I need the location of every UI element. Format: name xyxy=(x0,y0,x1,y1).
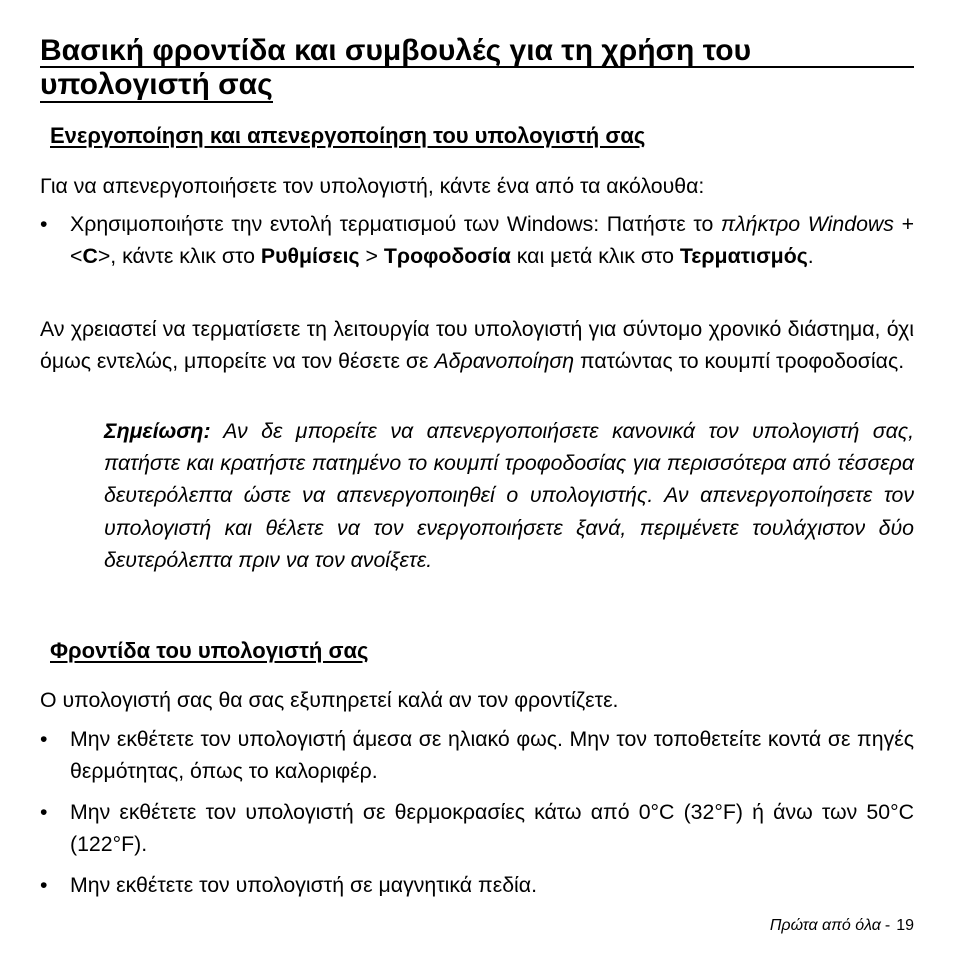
page-title-line-1: Βασική φροντίδα και συμβουλές για τη χρήση του xyxy=(40,34,914,68)
bullet-marker: • xyxy=(40,800,48,824)
c-key-term: C xyxy=(82,243,98,268)
text-run: >, κάντε κλικ στο xyxy=(97,243,261,268)
list-item-text: Μην εκθέτετε τον υπολογιστή σε θερμοκρασίες κάτω από 0°C (32°F) ή άνω των 50°C (122°F). xyxy=(70,800,914,856)
note-block xyxy=(104,415,914,576)
text-run: > xyxy=(359,243,384,268)
text-run: + < xyxy=(70,212,915,268)
page-footer xyxy=(770,917,914,935)
list-item-text xyxy=(70,209,914,272)
bullet-marker: • xyxy=(40,727,48,751)
footer-chapter-title: Πρώτα από όλα xyxy=(769,917,881,934)
section2-intro: Ο υπολογιστή σας θα σας εξυπηρετεί καλά αν τον φροντίζετε. xyxy=(40,688,619,712)
bullet-marker: • xyxy=(40,212,48,236)
bullet-marker: • xyxy=(40,873,48,897)
list-item-text: Μην εκθέτετε τον υπολογιστή άμεσα σε ηλιακό φως. Μην τον τοποθετείτε κοντά σε πηγές θερμότητας, όπως το καλοριφέρ. xyxy=(70,727,914,783)
page-number: 19 xyxy=(896,917,914,934)
text-run: πατώντας το κουμπί τροφοδοσίας. xyxy=(574,348,905,373)
list-item-text: Μην εκθέτετε τον υπολογιστή σε μαγνητικά πεδία. xyxy=(70,873,538,897)
settings-term: Ρυθμίσεις xyxy=(260,243,360,268)
note-label: Σημείωση: xyxy=(104,419,211,443)
section-heading-care: Φροντίδα του υπολογιστή σας xyxy=(50,638,369,663)
text-run: . xyxy=(807,243,814,268)
text-run: Αν χρειαστεί να τερματίσετε τη λειτουργία του υπολογιστή για σύντομο χρονικό διάστημα, όχι όμως εντελώς, μπορείτε να τον θέσετε σε xyxy=(40,317,914,373)
shutdown-term: Τερματισμός xyxy=(679,243,808,268)
power-term: Τροφοδοσία xyxy=(383,243,511,268)
hibernate-paragraph xyxy=(40,314,914,377)
section1-intro: Για να απενεργοποιήσετε τον υπολογιστή, κάντε ένα από τα ακόλουθα: xyxy=(40,174,705,198)
hibernate-term: Αδρανοποίηση xyxy=(434,348,575,373)
windows-key-term: πλήκτρο Windows xyxy=(720,212,894,236)
footer-separator: - xyxy=(884,917,891,934)
text-run: και μετά κλικ στο xyxy=(510,243,680,268)
text-run: Χρησιμοποιήστε την εντολή τερματισμού των Windows: Πατήστε το xyxy=(70,212,721,236)
page-title xyxy=(40,34,914,103)
section-heading-power: Ενεργοποίηση και απενεργοποίηση του υπολογιστή σας xyxy=(50,123,646,148)
note-text: Αν δε μπορείτε να απενεργοποιήσετε κανονικά τον υπολογιστή σας, πατήστε και κρατήστε πατημένο το κουμπί τροφοδοσίας για περισσότερα από τέσσερα δευτερόλεπτα ώστε να απενεργοποιηθεί ο υπολογιστής. Αν απενεργοποίησετε τον υπολογιστή και θέλετε να τον ενεργοποιήσετε ξανά, περιμένετε τουλάχιστον δύο δευτερόλεπτα πριν να τον ανοίξετε. xyxy=(104,419,914,572)
page-title-line-2: υπολογιστή σας xyxy=(40,68,273,101)
